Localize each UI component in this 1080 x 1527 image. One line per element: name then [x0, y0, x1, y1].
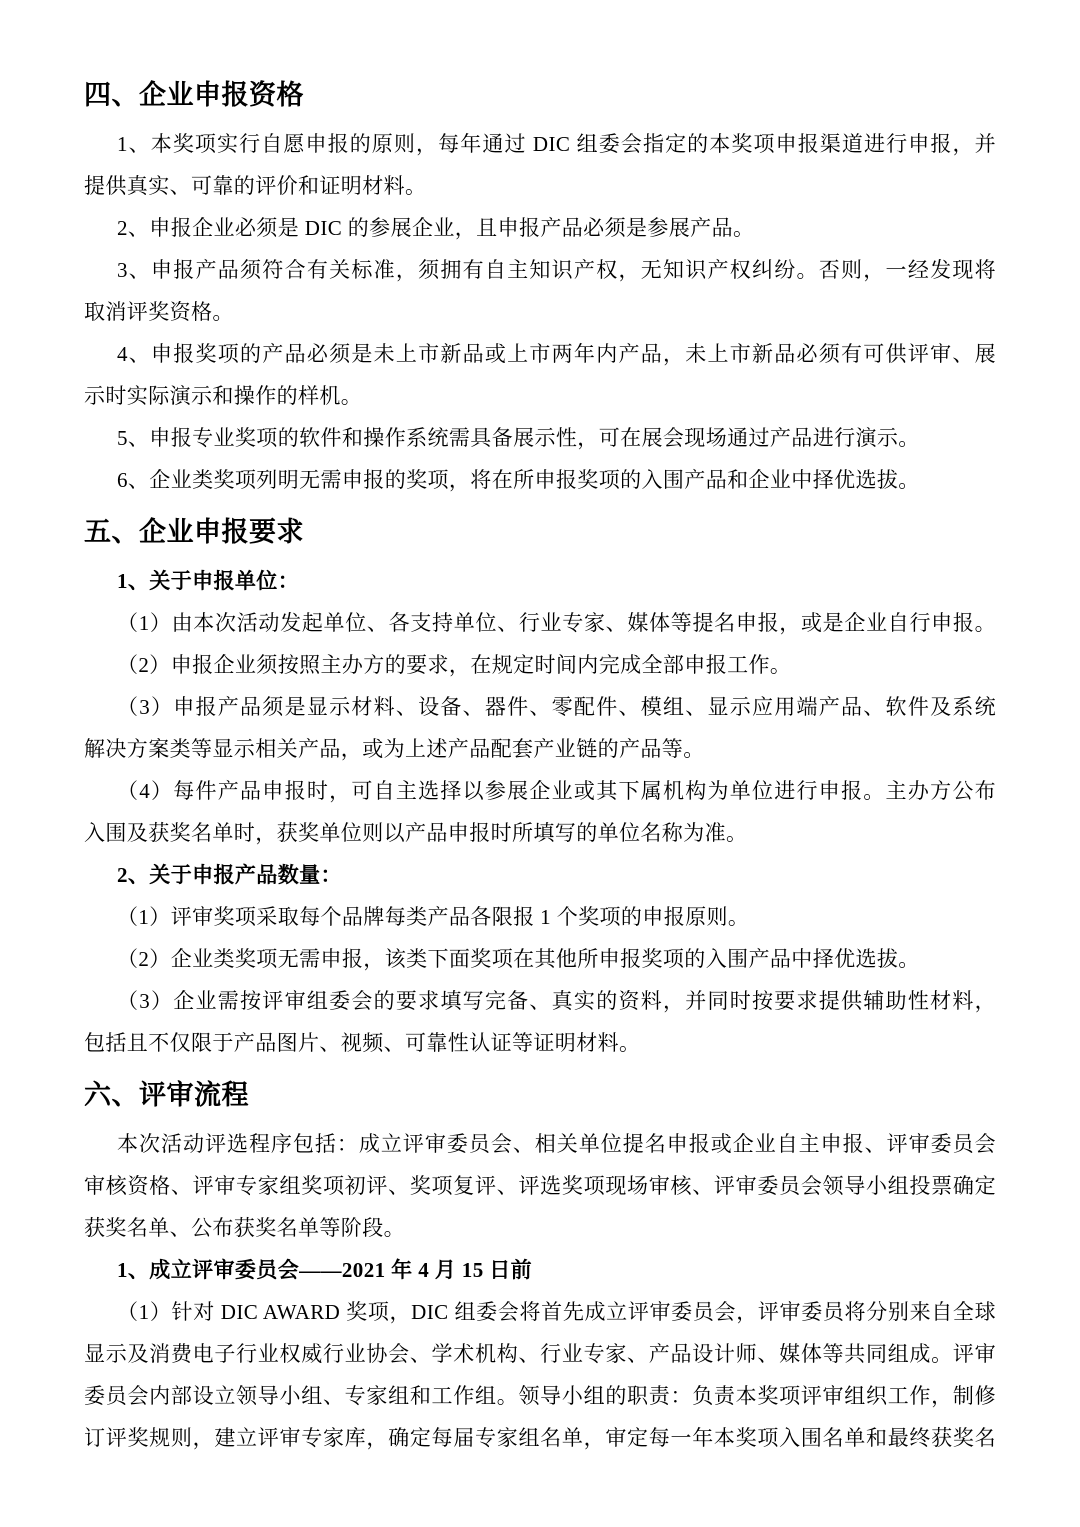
text-line: （1）评审奖项采取每个品牌每类产品各限报 1 个奖项的申报原则。	[117, 905, 750, 929]
section-review-process	[84, 1076, 996, 1459]
text-line: 取消评奖资格。	[84, 300, 234, 324]
text-line: 本次活动评选程序包括：成立评审委员会、相关单位提名申报或企业自主申报、评审委员会	[117, 1132, 996, 1156]
text-line: 入围及获奖名单时，获奖单位则以产品申报时所填写的单位名称为准。	[84, 821, 748, 845]
text-line: （1）由本次活动发起单位、各支持单位、行业专家、媒体等提名申报，或是企业自行申报。	[117, 611, 996, 635]
sub-heading-line: 2、关于申报产品数量：	[117, 863, 342, 887]
section-heading: 六、评审流程	[84, 1080, 249, 1110]
section-body	[84, 123, 996, 501]
text-line: 4、申报奖项的产品必须是未上市新品或上市两年内产品，未上市新品必须有可供评审、展	[117, 342, 996, 366]
text-line: 1、本奖项实行自愿申报的原则，每年通过 DIC 组委会指定的本奖项申报渠道进行申报，并	[117, 132, 996, 156]
section-body	[84, 560, 996, 1064]
section-heading: 四、企业申报资格	[84, 80, 304, 110]
section-heading: 五、企业申报要求	[84, 517, 304, 547]
text-line: 获奖名单、公布获奖名单等阶段。	[84, 1216, 405, 1240]
text-line: 审核资格、评审专家组奖项初评、奖项复评、评选奖项现场审核、评审委员会领导小组投票确定	[84, 1174, 996, 1198]
text-line: （3）申报产品须是显示材料、设备、器件、零配件、模组、显示应用端产品、软件及系统	[117, 695, 996, 719]
text-line: 3、申报产品须符合有关标准，须拥有自主知识产权，无知识产权纠纷。否则，一经发现将	[117, 258, 996, 282]
section-enterprise-application-qualification	[84, 76, 996, 501]
text-line: （2）申报企业须按照主办方的要求，在规定时间内完成全部申报工作。	[117, 653, 792, 677]
section-enterprise-application-requirements	[84, 513, 996, 1064]
text-line: 解决方案类等显示相关产品，或为上述产品配套产业链的产品等。	[84, 737, 705, 761]
text-line: 包括且不仅限于产品图片、视频、可靠性认证等证明材料。	[84, 1031, 641, 1055]
section-body	[84, 1123, 996, 1459]
sub-heading-line: 1、成立评审委员会——2021 年 4 月 15 日前	[117, 1258, 533, 1282]
text-line: 示时实际演示和操作的样机。	[84, 384, 363, 408]
text-line: 订评奖规则，建立评审专家库，确定每届专家组名单，审定每一年本奖项入围名单和最终获奖名	[84, 1426, 996, 1450]
text-line: 5、申报专业奖项的软件和操作系统需具备展示性，可在展会现场通过产品进行演示。	[117, 426, 920, 450]
text-line: 2、申报企业必须是 DIC 的参展企业，且申报产品必须是参展产品。	[117, 216, 755, 240]
text-line: 委员会内部设立领导小组、专家组和工作组。领导小组的职责：负责本奖项评审组织工作，制修	[84, 1384, 996, 1408]
text-line: （2）企业类奖项无需申报，该类下面奖项在其他所申报奖项的入围产品中择优选拔。	[117, 947, 920, 971]
text-line: （1）针对 DIC AWARD 奖项，DIC 组委会将首先成立评审委员会，评审委员将分别来自全球	[117, 1300, 996, 1324]
text-line: 提供真实、可靠的评价和证明材料。	[84, 174, 427, 198]
text-line: （4）每件产品申报时，可自主选择以参展企业或其下属机构为单位进行申报。主办方公布	[117, 779, 996, 803]
sub-heading-line: 1、关于申报单位：	[117, 569, 300, 593]
text-line: 显示及消费电子行业权威行业协会、学术机构、行业专家、产品设计师、媒体等共同组成。评审	[84, 1342, 996, 1366]
text-line: 6、企业类奖项列明无需申报的奖项，将在所申报奖项的入围产品和企业中择优选拔。	[117, 468, 920, 492]
text-line: （3）企业需按评审组委会的要求填写完备、真实的资料，并同时按要求提供辅助性材料，	[117, 989, 996, 1013]
